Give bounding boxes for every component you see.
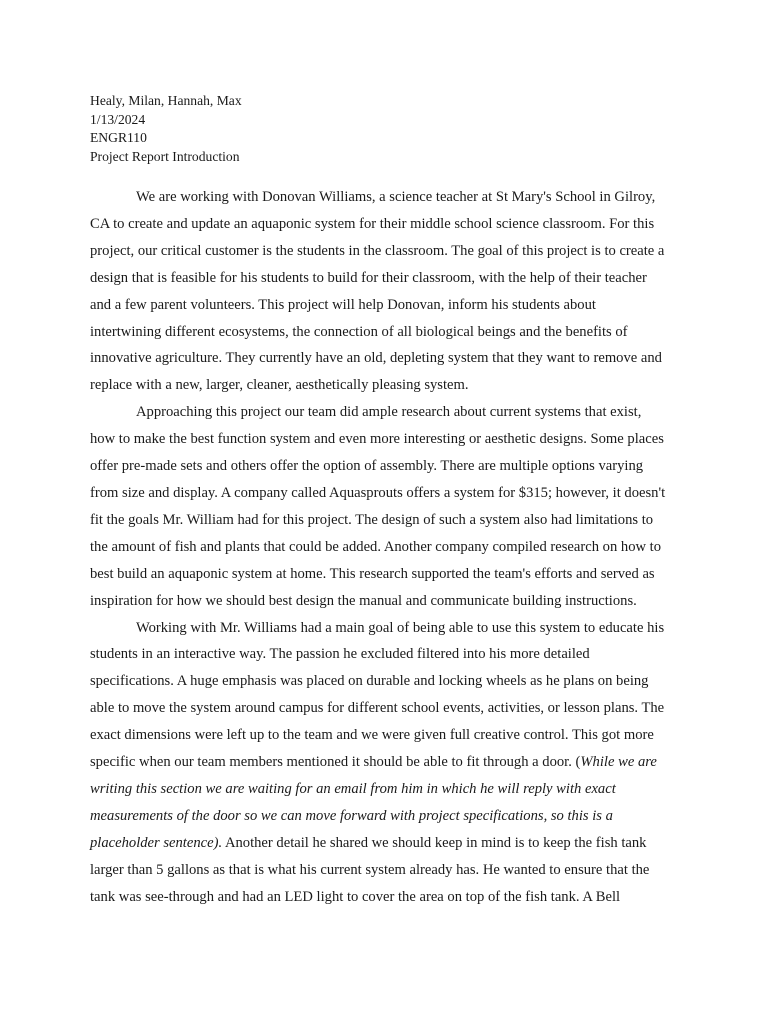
paragraph-2: Approaching this project our team did ample research about current systems that exist, how to make the best function system and even more interesting or aesthetic designs. Some places offer pre-made sets and others offer the option of assembly. There are multiple options varying from size and display. A company called Aquasprouts offers a system for $315; however, it doesn't fit the goals Mr. William had for this project. The design of such a system also had limitations to the amount of fish and plants that could be added. Another company compiled research on how to best build an aquaponic system at home. This research supported the team's efforts and served as inspiration for how we should best design the manual and communicate building instructions. (90, 404, 666, 609)
document-date: 1/13/2024 (90, 111, 146, 127)
course-code: ENGR110 (90, 130, 147, 146)
paragraph-3-text-end: Another detail he shared we should keep in mind is to keep the fish tank larger than 5 gallons as that is what his current system already has. He wanted to ensure that the tank was see-through and had an LED light to cover the area on top of the fish tank. A Bell (90, 834, 650, 905)
paragraph-1: We are working with Donovan Williams, a science teacher at St Mary's School in Gilroy, CA to create and update an aquaponic system for their middle school science classroom. For this project, our critical customer is the students in the classroom. The goal of this project is to create a design that is feasible for his students to build for their classroom, with the help of their teacher and a few parent volunteers. This project will help Donovan, inform his students about intertwining different ecosystems, the connection of all biological beings and the benefits of innovative agriculture. They currently have an old, depleting system that they want to remove and replace with a new, larger, cleaner, aesthetically pleasing system. (90, 189, 665, 394)
paragraph-3-italic-note: While we are writing this section we are waiting for an email from him in which he will reply with exact measurements of the door so we can move forward with project specifications, so this is a placeholder sentence). (90, 754, 657, 851)
document-header (90, 92, 242, 166)
document-title: Project Report Introduction (90, 148, 240, 164)
paragraph-3-text-start: Working with Mr. Williams had a main goal of being able to use this system to educate his students in an interactive way. The passion he excluded filtered into his more detailed specifications. A huge emphasis was placed on durable and locking wheels as he plans on being able to move the system around campus for different school events, activities, or lesson plans. The exact dimensions were left up to the team and we were given full creative control. This got more specific when our team members mentioned it should be able to fit through a door. ( (90, 619, 665, 771)
document-body (90, 184, 667, 910)
paragraph-3 (90, 615, 667, 911)
author-names: Healy, Milan, Hannah, Max (90, 93, 242, 108)
